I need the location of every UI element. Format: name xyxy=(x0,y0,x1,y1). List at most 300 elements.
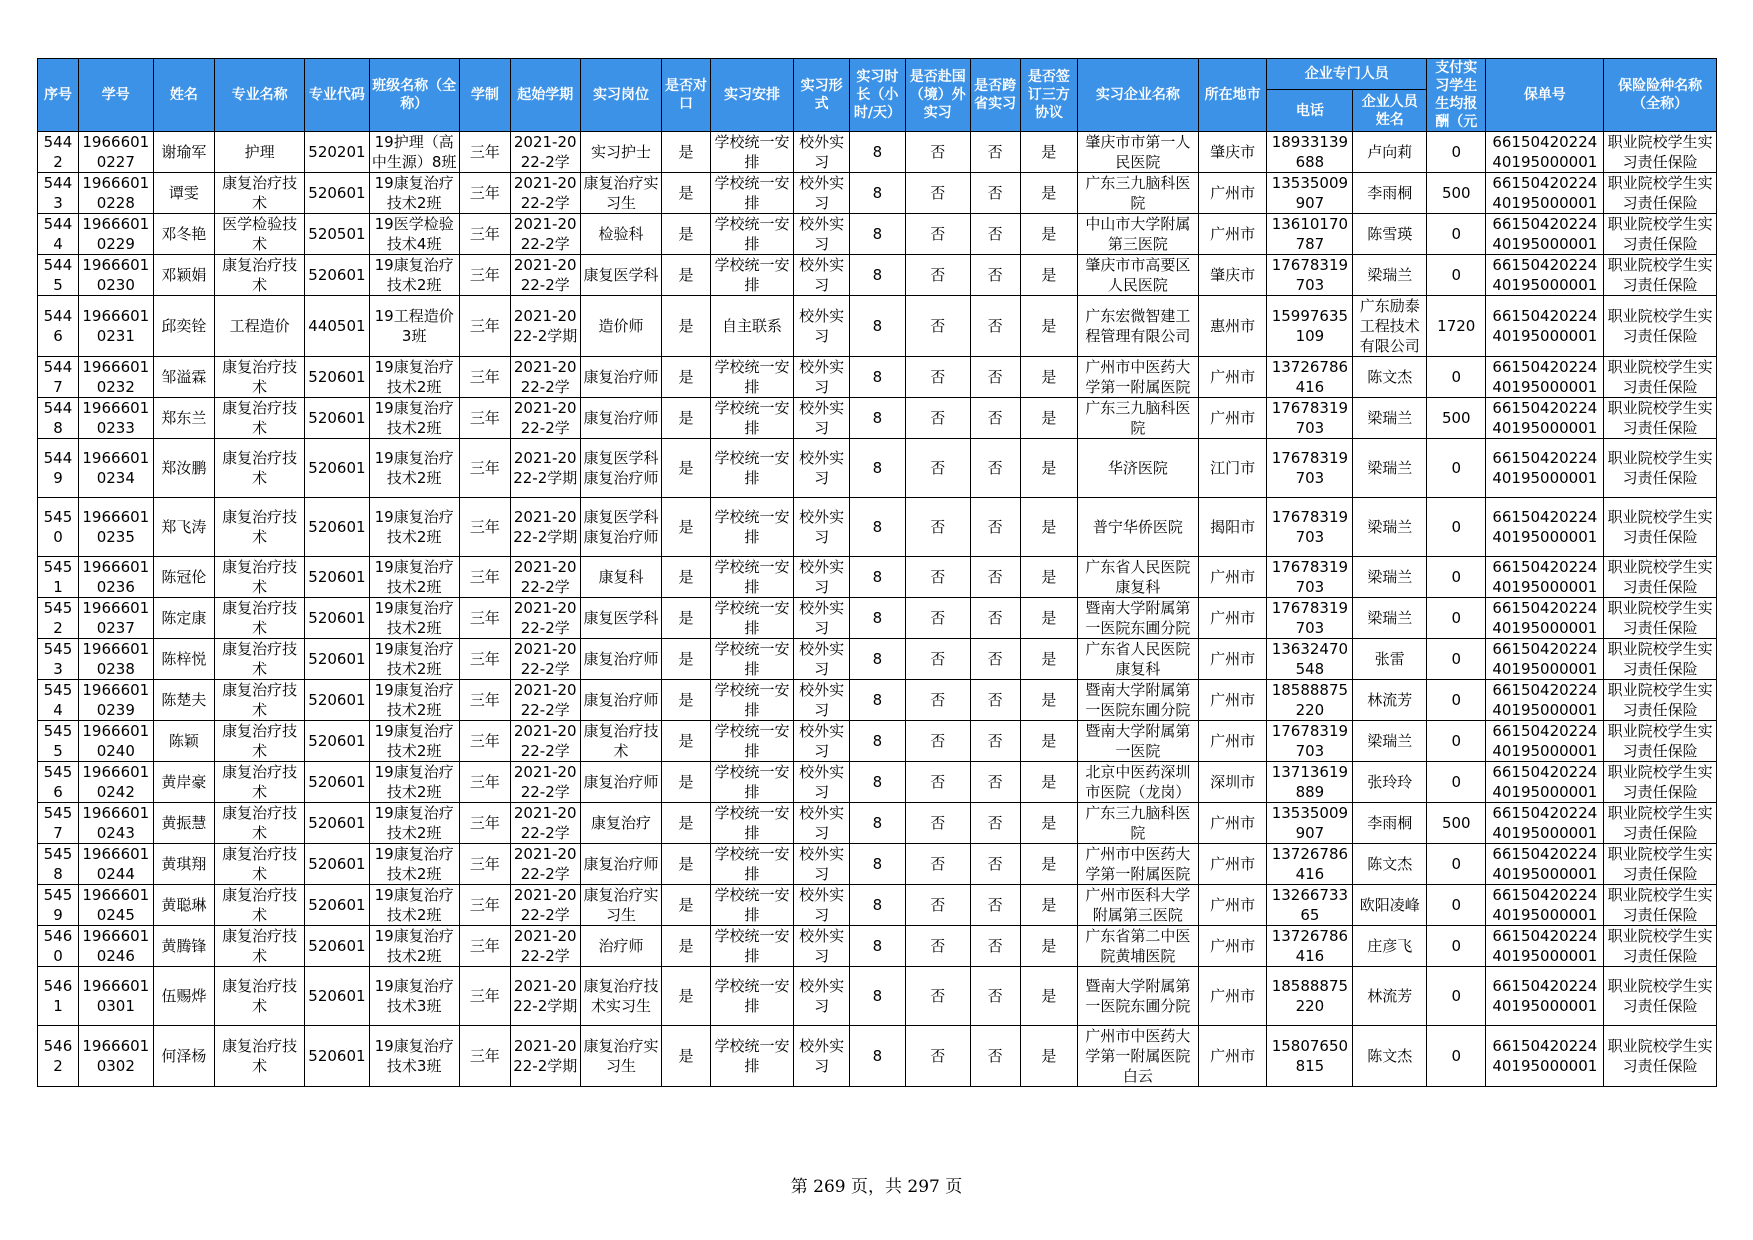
abroad-cell: 否 xyxy=(906,844,970,885)
duration-cell: 三年 xyxy=(459,885,510,926)
contact-name-cell: 梁瑞兰 xyxy=(1353,398,1427,439)
header-major-code: 专业代码 xyxy=(305,59,369,132)
term-cell: 2021-2022-2学 xyxy=(510,357,580,398)
tripartite-cell: 是 xyxy=(1020,439,1077,498)
major-code-cell: 520601 xyxy=(305,398,369,439)
cross-province-cell: 否 xyxy=(970,132,1020,173)
phone-cell: 15807650815 xyxy=(1267,1026,1353,1087)
tripartite-cell: 是 xyxy=(1020,721,1077,762)
contact-name-cell: 陈文杰 xyxy=(1353,844,1427,885)
major-cell: 康复治疗技术 xyxy=(215,255,305,296)
arrangement-cell: 学校统一安排 xyxy=(710,439,794,498)
major-cell: 康复治疗技术 xyxy=(215,357,305,398)
phone-cell: 17678319703 xyxy=(1267,557,1353,598)
cross-province-cell: 否 xyxy=(970,721,1020,762)
student-id-cell: 19666010301 xyxy=(78,967,153,1026)
header-arrangement: 实习安排 xyxy=(710,59,794,132)
name-cell: 陈梓悦 xyxy=(153,639,214,680)
phone-cell: 17678319703 xyxy=(1267,598,1353,639)
matched-cell: 是 xyxy=(662,721,710,762)
city-cell: 肇庆市 xyxy=(1198,255,1267,296)
tripartite-cell: 是 xyxy=(1020,967,1077,1026)
name-cell: 邹溢霖 xyxy=(153,357,214,398)
term-cell: 2021-2022-2学 xyxy=(510,173,580,214)
tripartite-cell: 是 xyxy=(1020,803,1077,844)
cross-province-cell: 否 xyxy=(970,1026,1020,1087)
tripartite-cell: 是 xyxy=(1020,357,1077,398)
pay-cell: 0 xyxy=(1427,885,1486,926)
term-cell: 2021-2022-2学期 xyxy=(510,1026,580,1087)
header-start-term: 起始学期 xyxy=(510,59,580,132)
header-company: 实习企业名称 xyxy=(1078,59,1199,132)
header-major: 专业名称 xyxy=(215,59,305,132)
city-cell: 广州市 xyxy=(1198,885,1267,926)
insurance-cell: 职业院校学生实习责任保险 xyxy=(1604,639,1717,680)
term-cell: 2021-2022-2学期 xyxy=(510,296,580,357)
abroad-cell: 否 xyxy=(906,721,970,762)
contact-name-cell: 梁瑞兰 xyxy=(1353,557,1427,598)
cross-province-cell: 否 xyxy=(970,639,1020,680)
header-position: 实习岗位 xyxy=(580,59,662,132)
seq-cell: 5444 xyxy=(38,214,79,255)
matched-cell: 是 xyxy=(662,132,710,173)
seq-cell: 5453 xyxy=(38,639,79,680)
company-cell: 暨南大学附属第一医院 xyxy=(1078,721,1199,762)
policy-cell: 6615042022440195000001 xyxy=(1486,844,1604,885)
seq-cell: 5450 xyxy=(38,498,79,557)
matched-cell: 是 xyxy=(662,173,710,214)
major-cell: 康复治疗技术 xyxy=(215,1026,305,1087)
city-cell: 广州市 xyxy=(1198,173,1267,214)
phone-cell: 17678319703 xyxy=(1267,721,1353,762)
student-id-cell: 19666010240 xyxy=(78,721,153,762)
arrangement-cell: 学校统一安排 xyxy=(710,214,794,255)
insurance-cell: 职业院校学生实习责任保险 xyxy=(1604,844,1717,885)
phone-cell: 18588875220 xyxy=(1267,680,1353,721)
class-cell: 19康复治疗技术2班 xyxy=(369,173,459,214)
tripartite-cell: 是 xyxy=(1020,132,1077,173)
class-cell: 19康复治疗技术2班 xyxy=(369,398,459,439)
major-cell: 康复治疗技术 xyxy=(215,173,305,214)
company-cell: 广东宏微智建工程管理有限公司 xyxy=(1078,296,1199,357)
name-cell: 陈楚夫 xyxy=(153,680,214,721)
phone-cell: 17678319703 xyxy=(1267,439,1353,498)
term-cell: 2021-2022-2学 xyxy=(510,557,580,598)
header-phone: 电话 xyxy=(1267,90,1353,132)
insurance-cell: 职业院校学生实习责任保险 xyxy=(1604,721,1717,762)
pay-cell: 0 xyxy=(1427,357,1486,398)
major-cell: 康复治疗技术 xyxy=(215,885,305,926)
position-cell: 康复治疗师 xyxy=(580,639,662,680)
tripartite-cell: 是 xyxy=(1020,885,1077,926)
name-cell: 郑汝鹏 xyxy=(153,439,214,498)
hours-cell: 8 xyxy=(849,398,905,439)
seq-cell: 5445 xyxy=(38,255,79,296)
form-cell: 校外实习 xyxy=(794,557,849,598)
student-id-cell: 19666010244 xyxy=(78,844,153,885)
city-cell: 广州市 xyxy=(1198,357,1267,398)
student-id-cell: 19666010227 xyxy=(78,132,153,173)
seq-cell: 5448 xyxy=(38,398,79,439)
major-cell: 康复治疗技术 xyxy=(215,844,305,885)
duration-cell: 三年 xyxy=(459,398,510,439)
city-cell: 广州市 xyxy=(1198,598,1267,639)
student-id-cell: 19666010228 xyxy=(78,173,153,214)
form-cell: 校外实习 xyxy=(794,498,849,557)
duration-cell: 三年 xyxy=(459,255,510,296)
class-cell: 19康复治疗技术3班 xyxy=(369,967,459,1026)
company-cell: 广州市中医药大学第一附属医院白云 xyxy=(1078,1026,1199,1087)
cross-province-cell: 否 xyxy=(970,885,1020,926)
pay-cell: 0 xyxy=(1427,439,1486,498)
hours-cell: 8 xyxy=(849,357,905,398)
company-cell: 华济医院 xyxy=(1078,439,1199,498)
position-cell: 康复治疗师 xyxy=(580,357,662,398)
class-cell: 19康复治疗技术2班 xyxy=(369,598,459,639)
major-cell: 康复治疗技术 xyxy=(215,639,305,680)
contact-name-cell: 梁瑞兰 xyxy=(1353,255,1427,296)
major-cell: 康复治疗技术 xyxy=(215,557,305,598)
matched-cell: 是 xyxy=(662,639,710,680)
major-cell: 康复治疗技术 xyxy=(215,926,305,967)
table-row xyxy=(38,214,1717,255)
tripartite-cell: 是 xyxy=(1020,762,1077,803)
insurance-cell: 职业院校学生实习责任保险 xyxy=(1604,439,1717,498)
position-cell: 康复治疗实习生 xyxy=(580,173,662,214)
policy-cell: 6615042022440195000001 xyxy=(1486,173,1604,214)
policy-cell: 6615042022440195000001 xyxy=(1486,967,1604,1026)
table-row xyxy=(38,598,1717,639)
tripartite-cell: 是 xyxy=(1020,398,1077,439)
major-cell: 医学检验技术 xyxy=(215,214,305,255)
cross-province-cell: 否 xyxy=(970,173,1020,214)
phone-cell: 13535009907 xyxy=(1267,803,1353,844)
position-cell: 康复医学科康复治疗师 xyxy=(580,498,662,557)
city-cell: 肇庆市 xyxy=(1198,132,1267,173)
phone-cell: 1326673365 xyxy=(1267,885,1353,926)
table-row xyxy=(38,1026,1717,1087)
form-cell: 校外实习 xyxy=(794,173,849,214)
abroad-cell: 否 xyxy=(906,1026,970,1087)
policy-cell: 6615042022440195000001 xyxy=(1486,762,1604,803)
form-cell: 校外实习 xyxy=(794,844,849,885)
name-cell: 黄琪翔 xyxy=(153,844,214,885)
hours-cell: 8 xyxy=(849,803,905,844)
form-cell: 校外实习 xyxy=(794,762,849,803)
abroad-cell: 否 xyxy=(906,132,970,173)
policy-cell: 6615042022440195000001 xyxy=(1486,598,1604,639)
duration-cell: 三年 xyxy=(459,762,510,803)
abroad-cell: 否 xyxy=(906,639,970,680)
table-row xyxy=(38,680,1717,721)
seq-cell: 5458 xyxy=(38,844,79,885)
contact-name-cell: 李雨桐 xyxy=(1353,803,1427,844)
company-cell: 广东省人民医院康复科 xyxy=(1078,639,1199,680)
position-cell: 治疗师 xyxy=(580,926,662,967)
page-footer: 第 269 页，共 297 页 xyxy=(790,1177,963,1197)
name-cell: 谢瑜军 xyxy=(153,132,214,173)
abroad-cell: 否 xyxy=(906,557,970,598)
arrangement-cell: 学校统一安排 xyxy=(710,885,794,926)
seq-cell: 5451 xyxy=(38,557,79,598)
table-row xyxy=(38,967,1717,1026)
name-cell: 黄腾锋 xyxy=(153,926,214,967)
contact-name-cell: 林流芳 xyxy=(1353,967,1427,1026)
company-cell: 中山市大学附属第三医院 xyxy=(1078,214,1199,255)
arrangement-cell: 自主联系 xyxy=(710,296,794,357)
hours-cell: 8 xyxy=(849,762,905,803)
company-cell: 广东三九脑科医院 xyxy=(1078,173,1199,214)
major-code-cell: 520601 xyxy=(305,721,369,762)
header-student-id: 学号 xyxy=(78,59,153,132)
student-id-cell: 19666010234 xyxy=(78,439,153,498)
duration-cell: 三年 xyxy=(459,214,510,255)
form-cell: 校外实习 xyxy=(794,639,849,680)
position-cell: 康复治疗实习生 xyxy=(580,1026,662,1087)
arrangement-cell: 学校统一安排 xyxy=(710,132,794,173)
policy-cell: 6615042022440195000001 xyxy=(1486,132,1604,173)
hours-cell: 8 xyxy=(849,557,905,598)
cross-province-cell: 否 xyxy=(970,598,1020,639)
student-id-cell: 19666010242 xyxy=(78,762,153,803)
pay-cell: 0 xyxy=(1427,1026,1486,1087)
form-cell: 校外实习 xyxy=(794,967,849,1026)
duration-cell: 三年 xyxy=(459,296,510,357)
student-id-cell: 19666010246 xyxy=(78,926,153,967)
name-cell: 陈定康 xyxy=(153,598,214,639)
matched-cell: 是 xyxy=(662,296,710,357)
contact-name-cell: 陈雪瑛 xyxy=(1353,214,1427,255)
form-cell: 校外实习 xyxy=(794,398,849,439)
student-id-cell: 19666010229 xyxy=(78,214,153,255)
header-form: 实习形式 xyxy=(794,59,849,132)
major-code-cell: 520601 xyxy=(305,680,369,721)
company-cell: 广东三九脑科医院 xyxy=(1078,398,1199,439)
hours-cell: 8 xyxy=(849,132,905,173)
seq-cell: 5459 xyxy=(38,885,79,926)
cross-province-cell: 否 xyxy=(970,557,1020,598)
class-cell: 19康复治疗技术2班 xyxy=(369,721,459,762)
matched-cell: 是 xyxy=(662,844,710,885)
major-cell: 康复治疗技术 xyxy=(215,762,305,803)
tripartite-cell: 是 xyxy=(1020,639,1077,680)
seq-cell: 5461 xyxy=(38,967,79,1026)
pay-cell: 0 xyxy=(1427,926,1486,967)
contact-name-cell: 张玲玲 xyxy=(1353,762,1427,803)
major-code-cell: 520601 xyxy=(305,803,369,844)
position-cell: 康复医学科 xyxy=(580,255,662,296)
student-id-cell: 19666010232 xyxy=(78,357,153,398)
major-cell: 康复治疗技术 xyxy=(215,598,305,639)
policy-cell: 6615042022440195000001 xyxy=(1486,885,1604,926)
pay-cell: 0 xyxy=(1427,557,1486,598)
company-cell: 广州市中医药大学第一附属医院 xyxy=(1078,357,1199,398)
matched-cell: 是 xyxy=(662,598,710,639)
policy-cell: 6615042022440195000001 xyxy=(1486,296,1604,357)
phone-cell: 15997635109 xyxy=(1267,296,1353,357)
term-cell: 2021-2022-2学 xyxy=(510,721,580,762)
header-contact-group: 企业专门人员 xyxy=(1267,59,1427,90)
student-id-cell: 19666010233 xyxy=(78,398,153,439)
abroad-cell: 否 xyxy=(906,357,970,398)
insurance-cell: 职业院校学生实习责任保险 xyxy=(1604,498,1717,557)
city-cell: 江门市 xyxy=(1198,439,1267,498)
phone-cell: 13713619889 xyxy=(1267,762,1353,803)
term-cell: 2021-2022-2学 xyxy=(510,598,580,639)
header-contact-name: 企业人员姓名 xyxy=(1353,90,1427,132)
phone-cell: 17678319703 xyxy=(1267,398,1353,439)
student-id-cell: 19666010231 xyxy=(78,296,153,357)
form-cell: 校外实习 xyxy=(794,803,849,844)
arrangement-cell: 学校统一安排 xyxy=(710,498,794,557)
name-cell: 郑东兰 xyxy=(153,398,214,439)
header-duration: 学制 xyxy=(459,59,510,132)
position-cell: 康复治疗 xyxy=(580,803,662,844)
phone-cell: 13726786416 xyxy=(1267,844,1353,885)
hours-cell: 8 xyxy=(849,1026,905,1087)
abroad-cell: 否 xyxy=(906,926,970,967)
abroad-cell: 否 xyxy=(906,967,970,1026)
matched-cell: 是 xyxy=(662,214,710,255)
hours-cell: 8 xyxy=(849,844,905,885)
matched-cell: 是 xyxy=(662,803,710,844)
cross-province-cell: 否 xyxy=(970,967,1020,1026)
duration-cell: 三年 xyxy=(459,680,510,721)
major-cell: 工程造价 xyxy=(215,296,305,357)
policy-cell: 6615042022440195000001 xyxy=(1486,680,1604,721)
city-cell: 广州市 xyxy=(1198,844,1267,885)
cross-province-cell: 否 xyxy=(970,844,1020,885)
matched-cell: 是 xyxy=(662,357,710,398)
major-code-cell: 520601 xyxy=(305,967,369,1026)
term-cell: 2021-2022-2学 xyxy=(510,639,580,680)
seq-cell: 5456 xyxy=(38,762,79,803)
term-cell: 2021-2022-2学 xyxy=(510,926,580,967)
form-cell: 校外实习 xyxy=(794,598,849,639)
class-cell: 19工程造价3班 xyxy=(369,296,459,357)
major-cell: 康复治疗技术 xyxy=(215,398,305,439)
position-cell: 康复科 xyxy=(580,557,662,598)
seq-cell: 5460 xyxy=(38,926,79,967)
form-cell: 校外实习 xyxy=(794,721,849,762)
major-code-cell: 520601 xyxy=(305,926,369,967)
major-cell: 康复治疗技术 xyxy=(215,439,305,498)
arrangement-cell: 学校统一安排 xyxy=(710,557,794,598)
table-row xyxy=(38,557,1717,598)
cross-province-cell: 否 xyxy=(970,680,1020,721)
header-tripartite: 是否签订三方协议 xyxy=(1020,59,1077,132)
insurance-cell: 职业院校学生实习责任保险 xyxy=(1604,926,1717,967)
company-cell: 广东省第二中医院黄埔医院 xyxy=(1078,926,1199,967)
position-cell: 康复治疗师 xyxy=(580,680,662,721)
insurance-cell: 职业院校学生实习责任保险 xyxy=(1604,557,1717,598)
city-cell: 广州市 xyxy=(1198,967,1267,1026)
insurance-cell: 职业院校学生实习责任保险 xyxy=(1604,255,1717,296)
form-cell: 校外实习 xyxy=(794,680,849,721)
table-row xyxy=(38,498,1717,557)
abroad-cell: 否 xyxy=(906,885,970,926)
major-code-cell: 520201 xyxy=(305,132,369,173)
term-cell: 2021-2022-2学 xyxy=(510,255,580,296)
header-insurance: 保险险种名称（全称） xyxy=(1604,59,1717,132)
abroad-cell: 否 xyxy=(906,214,970,255)
seq-cell: 5454 xyxy=(38,680,79,721)
header-abroad: 是否赴国（境）外实习 xyxy=(906,59,970,132)
contact-name-cell: 陈文杰 xyxy=(1353,357,1427,398)
matched-cell: 是 xyxy=(662,557,710,598)
phone-cell: 18588875220 xyxy=(1267,967,1353,1026)
class-cell: 19康复治疗技术2班 xyxy=(369,926,459,967)
duration-cell: 三年 xyxy=(459,844,510,885)
phone-cell: 13535009907 xyxy=(1267,173,1353,214)
position-cell: 实习护士 xyxy=(580,132,662,173)
major-cell: 康复治疗技术 xyxy=(215,721,305,762)
abroad-cell: 否 xyxy=(906,255,970,296)
duration-cell: 三年 xyxy=(459,967,510,1026)
tripartite-cell: 是 xyxy=(1020,214,1077,255)
matched-cell: 是 xyxy=(662,1026,710,1087)
policy-cell: 6615042022440195000001 xyxy=(1486,803,1604,844)
major-code-cell: 520601 xyxy=(305,1026,369,1087)
major-code-cell: 520601 xyxy=(305,762,369,803)
class-cell: 19康复治疗技术2班 xyxy=(369,557,459,598)
arrangement-cell: 学校统一安排 xyxy=(710,1026,794,1087)
term-cell: 2021-2022-2学 xyxy=(510,762,580,803)
position-cell: 康复医学科 xyxy=(580,598,662,639)
company-cell: 普宁华侨医院 xyxy=(1078,498,1199,557)
name-cell: 郑飞涛 xyxy=(153,498,214,557)
hours-cell: 8 xyxy=(849,639,905,680)
city-cell: 广州市 xyxy=(1198,557,1267,598)
duration-cell: 三年 xyxy=(459,439,510,498)
student-id-cell: 19666010239 xyxy=(78,680,153,721)
matched-cell: 是 xyxy=(662,255,710,296)
student-id-cell: 19666010243 xyxy=(78,803,153,844)
insurance-cell: 职业院校学生实习责任保险 xyxy=(1604,762,1717,803)
insurance-cell: 职业院校学生实习责任保险 xyxy=(1604,357,1717,398)
name-cell: 黄岸豪 xyxy=(153,762,214,803)
form-cell: 校外实习 xyxy=(794,214,849,255)
abroad-cell: 否 xyxy=(906,762,970,803)
student-id-cell: 19666010238 xyxy=(78,639,153,680)
arrangement-cell: 学校统一安排 xyxy=(710,680,794,721)
company-cell: 北京中医药深圳市医院（龙岗） xyxy=(1078,762,1199,803)
duration-cell: 三年 xyxy=(459,357,510,398)
contact-name-cell: 梁瑞兰 xyxy=(1353,498,1427,557)
tripartite-cell: 是 xyxy=(1020,173,1077,214)
city-cell: 广州市 xyxy=(1198,926,1267,967)
class-cell: 19康复治疗技术2班 xyxy=(369,498,459,557)
major-cell: 康复治疗技术 xyxy=(215,803,305,844)
class-cell: 19康复治疗技术2班 xyxy=(369,762,459,803)
insurance-cell: 职业院校学生实习责任保险 xyxy=(1604,132,1717,173)
term-cell: 2021-2022-2学 xyxy=(510,844,580,885)
form-cell: 校外实习 xyxy=(794,926,849,967)
major-code-cell: 520601 xyxy=(305,439,369,498)
insurance-cell: 职业院校学生实习责任保险 xyxy=(1604,885,1717,926)
term-cell: 2021-2022-2学 xyxy=(510,803,580,844)
table-body xyxy=(38,132,1717,1087)
term-cell: 2021-2022-2学期 xyxy=(510,439,580,498)
abroad-cell: 否 xyxy=(906,296,970,357)
name-cell: 邓颖娟 xyxy=(153,255,214,296)
pay-cell: 0 xyxy=(1427,967,1486,1026)
arrangement-cell: 学校统一安排 xyxy=(710,398,794,439)
class-cell: 19康复治疗技术2班 xyxy=(369,439,459,498)
student-id-cell: 19666010237 xyxy=(78,598,153,639)
position-cell: 康复医学科康复治疗师 xyxy=(580,439,662,498)
matched-cell: 是 xyxy=(662,680,710,721)
